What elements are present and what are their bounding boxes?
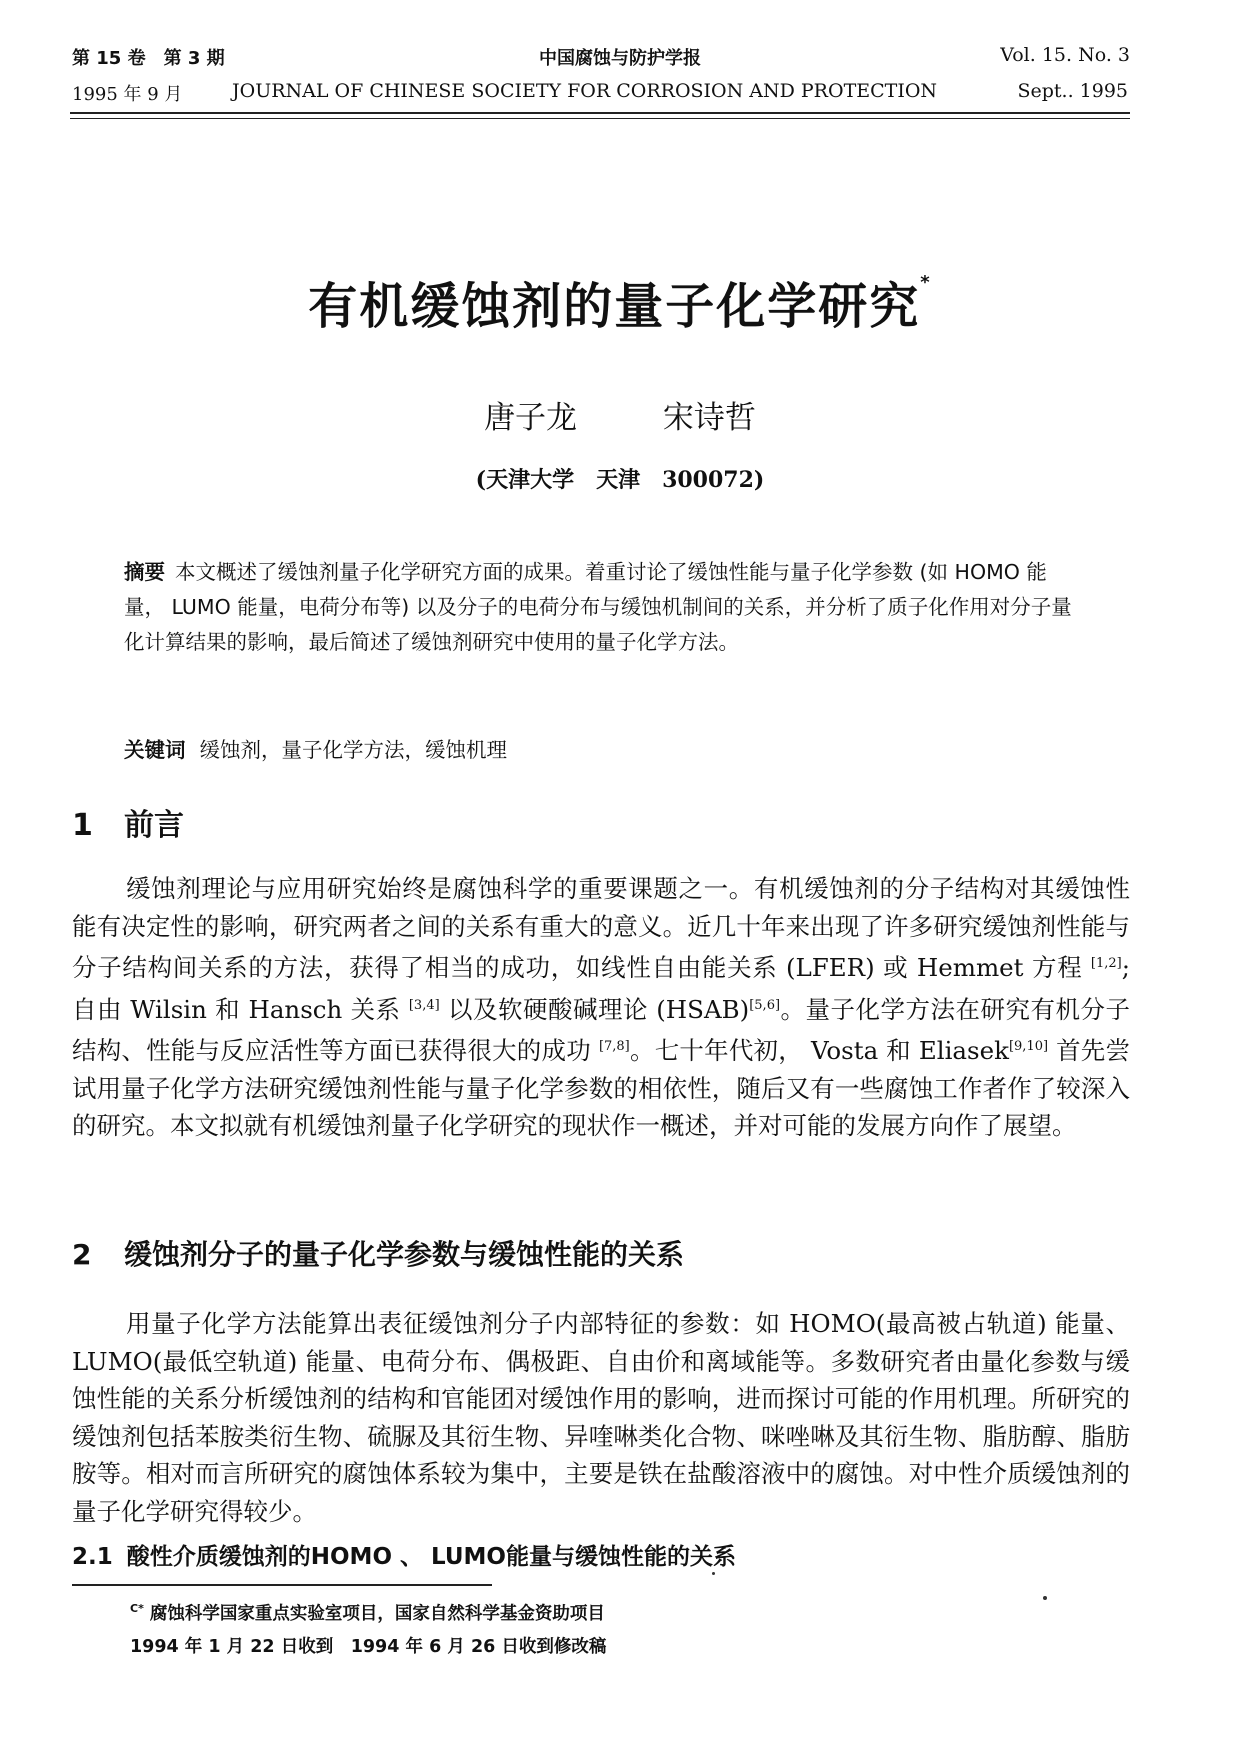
header-date-cn: 1995 年 9 月 [72, 84, 183, 105]
section-1-text-1: 缓蚀剂理论与应用研究始终是腐蚀科学的重要课题之一。有机缓蚀剂的分子结构对其缓蚀性能有决定性的影响，研究两者之间的关系有重大的意义。近几十年来出现了许多研究缓蚀剂性能与分子结构间关系的方法，获得了相当的成功，如线性自由能关系 (LFER) 或 Hemmet 方程 [72, 874, 1130, 983]
section-1-text-6: 首先尝试用量子化学方法研究缓蚀剂性能与量子化学参数的相依性，随后又有一些腐蚀工作者作了较深入的研究。本文拟就有机缓蚀剂量子化学研究的现状作一概述，并对可能的发展方向作了展望。 [72, 1036, 1130, 1141]
citation-5-6: [5,6] [749, 997, 781, 1013]
abstract-label: 摘要 [124, 560, 165, 584]
header-journal-cn: 中国腐蚀与防护学报 [539, 48, 701, 69]
section-2-heading [72, 1233, 684, 1273]
section-1-text-4: 。量子化学方法在研究有机分子结构、性能与反应活性等方面已获得很大的成功 [72, 994, 1131, 1066]
section-1-text-5: 。七十年代初， Vosta 和 Eliasek [629, 1036, 1009, 1066]
section-1-text-3: 以及软硬酸碱理论 (HSAB) [447, 994, 750, 1024]
author-list [0, 392, 1240, 437]
header-rule-top [70, 112, 1130, 114]
keywords-text: 缓蚀剂，量子化学方法，缓蚀机理 [199, 738, 507, 762]
scan-speck [712, 1572, 715, 1575]
header-journal-en: JOURNAL OF CHINESE SOCIETY FOR CORROSION AND PROTECTION [232, 80, 938, 102]
abstract [124, 555, 1084, 660]
citation-1-2: [1,2] [1090, 956, 1122, 971]
section-1-title: 前言 [124, 808, 184, 843]
subsection-2-1-number: 2.1 [72, 1544, 113, 1570]
author-2: 宋诗哲 [662, 400, 756, 436]
subsection-2-1-title: 酸性介质缓蚀剂的HOMO 、 LUMO能量与缓蚀性能的关系 [126, 1544, 736, 1570]
keywords-label: 关键词 [124, 738, 186, 762]
section-2-number: 2 [72, 1238, 92, 1271]
section-2-title: 缓蚀剂分子的量子化学参数与缓蚀性能的关系 [124, 1238, 685, 1271]
section-1-heading [72, 800, 184, 844]
footnote-dates: 1994 年 1 月 22 日收到 1994 年 6 月 26 日收到修改稿 [130, 1637, 607, 1657]
header-date-en: Sept.. 1995 [1017, 80, 1128, 102]
citation-7-8: [7,8] [598, 1039, 630, 1055]
header-volume-issue: 第 15 卷 第 3 期 [72, 48, 225, 69]
affiliation: (天津大学 天津 300072) [475, 467, 765, 493]
section-1-text-2: ; 自由 Wilsin 和 Hansch 关系 [72, 953, 1130, 1024]
section-1-paragraph [72, 870, 1130, 1145]
article-title-mark: * [920, 272, 932, 293]
article-title [0, 268, 1240, 338]
citation-9-10: [9,10] [1008, 1039, 1049, 1055]
section-1-number: 1 [72, 808, 93, 843]
keywords [124, 733, 1084, 763]
footnote-mark: C* [130, 1602, 144, 1616]
citation-3-4: [3,4] [408, 997, 440, 1013]
section-2-paragraph: 用量子化学方法能算出表征缓蚀剂分子内部特征的参数：如 HOMO(最高被占轨道) 能量、LUMO(最低空轨道) 能量、电荷分布、偶极距、自由价和离域能等。多数研究者由量化参数与缓蚀性能的关系分析缓蚀剂的结构和官能团对缓蚀作用的影响，进而探讨可能的作用机理。所研究的缓蚀剂包括苯胺类衍生物、硫脲及其衍生物、异喹啉类化合物、咪唑啉及其衍生物、脂肪醇、脂肪胺等。相对而言所研究的腐蚀体系较为集中，主要是铁在盐酸溶液中的腐蚀。对中性介质缓蚀剂的量子化学研究得较少。 [72, 1309, 1130, 1526]
footnote-rule [72, 1584, 492, 1586]
article-title-text: 有机缓蚀剂的量子化学研究 [308, 278, 921, 335]
header-rule-bottom [70, 118, 1130, 119]
abstract-text: 本文概述了缓蚀剂量子化学研究方面的成果。着重讨论了缓蚀性能与量子化学参数 (如 HOMO 能量， LUMO 能量，电荷分布等) 以及分子的电荷分布与缓蚀机制间的关系，并分析了质子化作用对分子量化计算结果的影响，最后简述了缓蚀剂研究中使用的量子化学方法。 [124, 560, 1072, 654]
header-volume-en: Vol. 15. No. 3 [1000, 44, 1130, 66]
author-1: 唐子龙 [484, 400, 578, 436]
footnote-funding-text: 腐蚀科学国家重点实验室项目，国家自然科学基金资助项目 [149, 1604, 605, 1624]
subsection-2-1-heading [72, 1538, 736, 1571]
scan-speck [1043, 1596, 1047, 1600]
footnote-funding [130, 1600, 605, 1625]
